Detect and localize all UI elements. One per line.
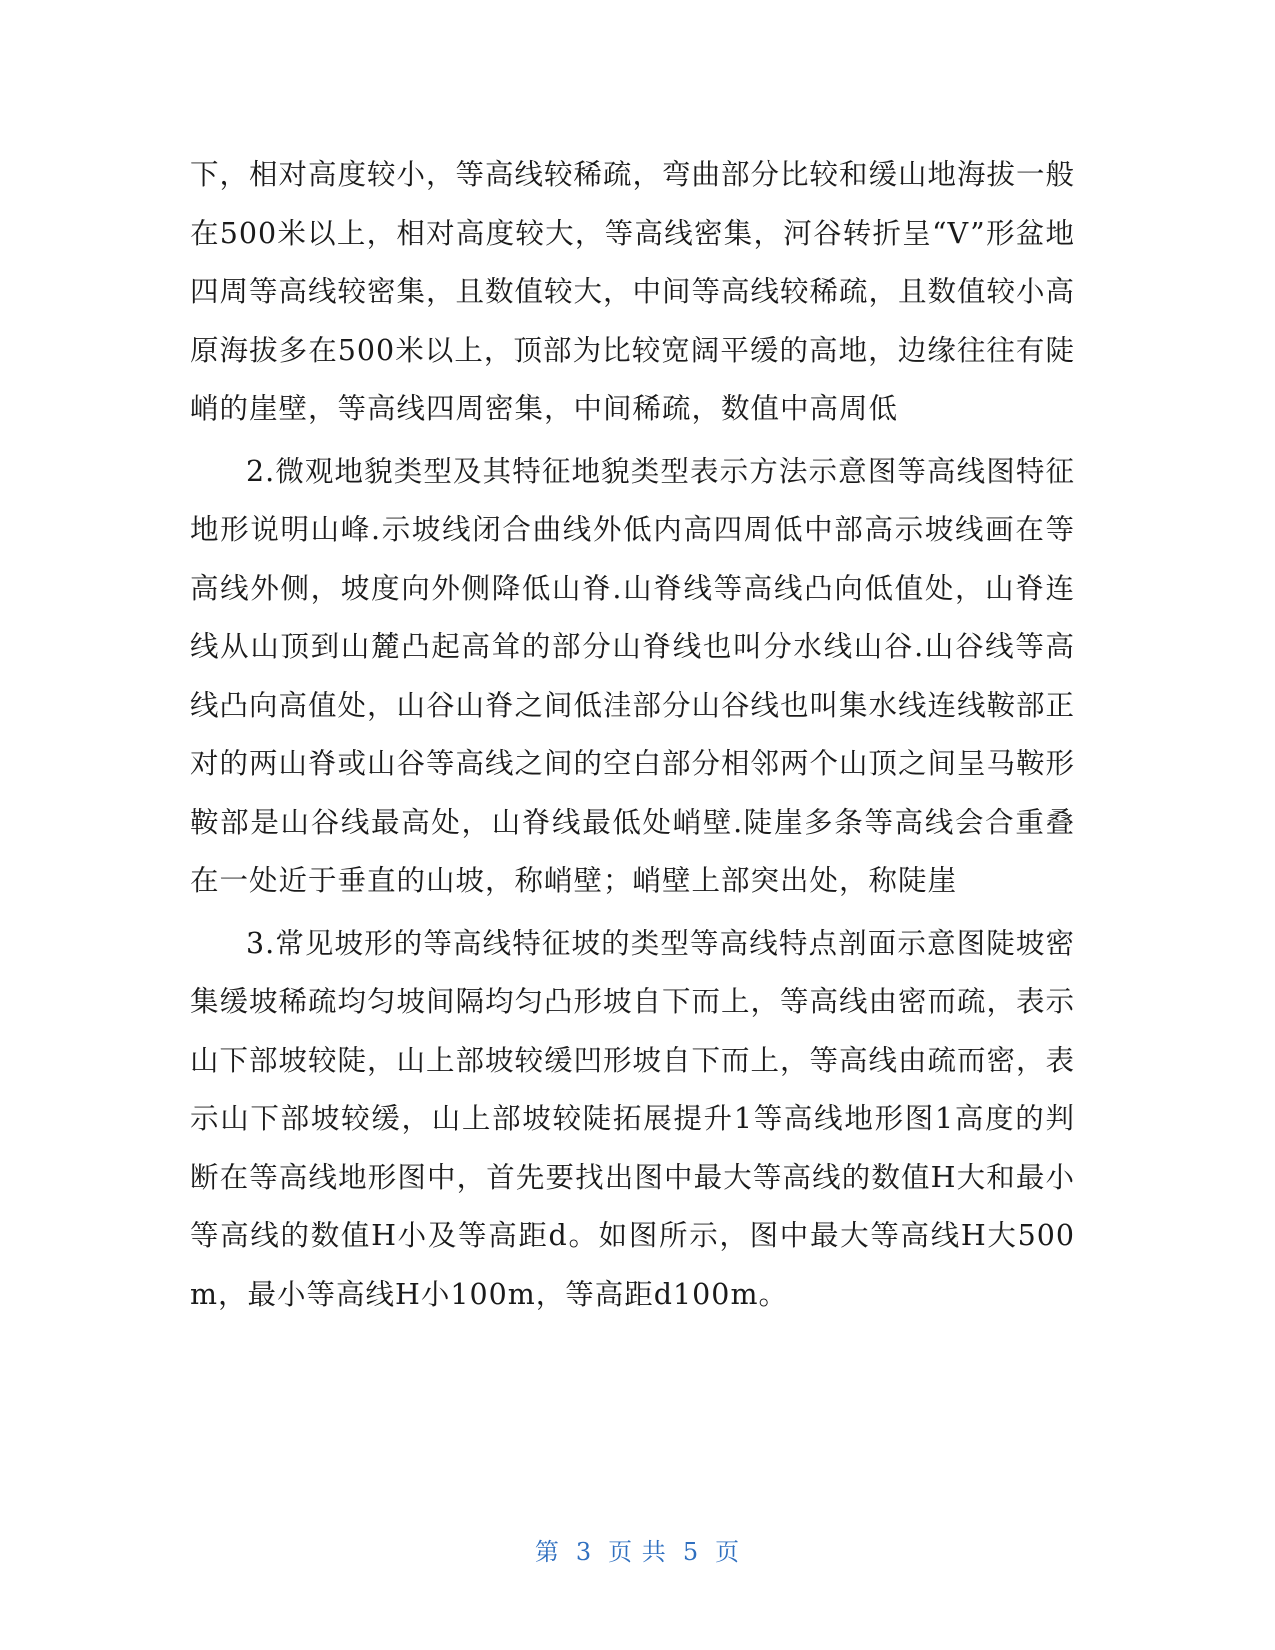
paragraph-landform-types-continued: 下，相对高度较小，等高线较稀疏，弯曲部分比较和缓山地海拔一般在500米以上，相对高度较大，等高线密集，河谷转折呈“V”形盆地四周等高线较密集，且数值较大，中间等高线较稀疏，且数值较小高原海拔多在500米以上，顶部为比较宽阔平缓的高地，边缘往往有陡峭的崖壁，等高线四周密集，中间稀疏，数值中高周低: [190, 158, 1076, 425]
footer-suffix: 页: [715, 1538, 741, 1566]
paragraph-slope-contours: 3.常见坡形的等高线特征坡的类型等高线特点剖面示意图陡坡密集缓坡稀疏均匀坡间隔均匀凸形坡自下而上，等高线由密而疏，表示山下部坡较陡，山上部坡较缓凹形坡自下而上，等高线由疏而密，表示山下部坡较缓，山上部坡较陡拓展提升1等高线地形图1高度的判断在等高线地形图中，首先要找出图中最大等高线的数值H大和最小等高线的数值H小及等高距d。如图所示，图中最大等高线H大500m，最小等高线H小100m，等高距d100m。: [190, 926, 1076, 1311]
page-footer: [0, 1536, 1275, 1568]
footer-total-pages: 5: [682, 1538, 700, 1566]
paragraph-micro-landforms: 2.微观地貌类型及其特征地貌类型表示方法示意图等高线图特征地形说明山峰.示坡线闭合曲线外低内高四周低中部高示坡线画在等高线外侧，坡度向外侧降低山脊.山脊线等高线凸向低值处，山脊连线从山顶到山麓凸起高耸的部分山脊线也叫分水线山谷.山谷线等高线凸向高值处，山谷山脊之间低洼部分山谷线也叫集水线连线鞍部正对的两山脊或山谷等高线之间的空白部分相邻两个山顶之间呈马鞍形鞍部是山谷线最高处，山脊线最低处峭壁.陡崖多条等高线会合重叠在一处近于垂直的山坡，称峭壁；峭壁上部突出处，称陡崖: [190, 454, 1076, 897]
page-body: [190, 146, 1075, 1328]
footer-current-page: 3: [575, 1538, 593, 1566]
footer-middle: 页 共: [608, 1538, 667, 1566]
footer-prefix: 第: [534, 1538, 560, 1566]
